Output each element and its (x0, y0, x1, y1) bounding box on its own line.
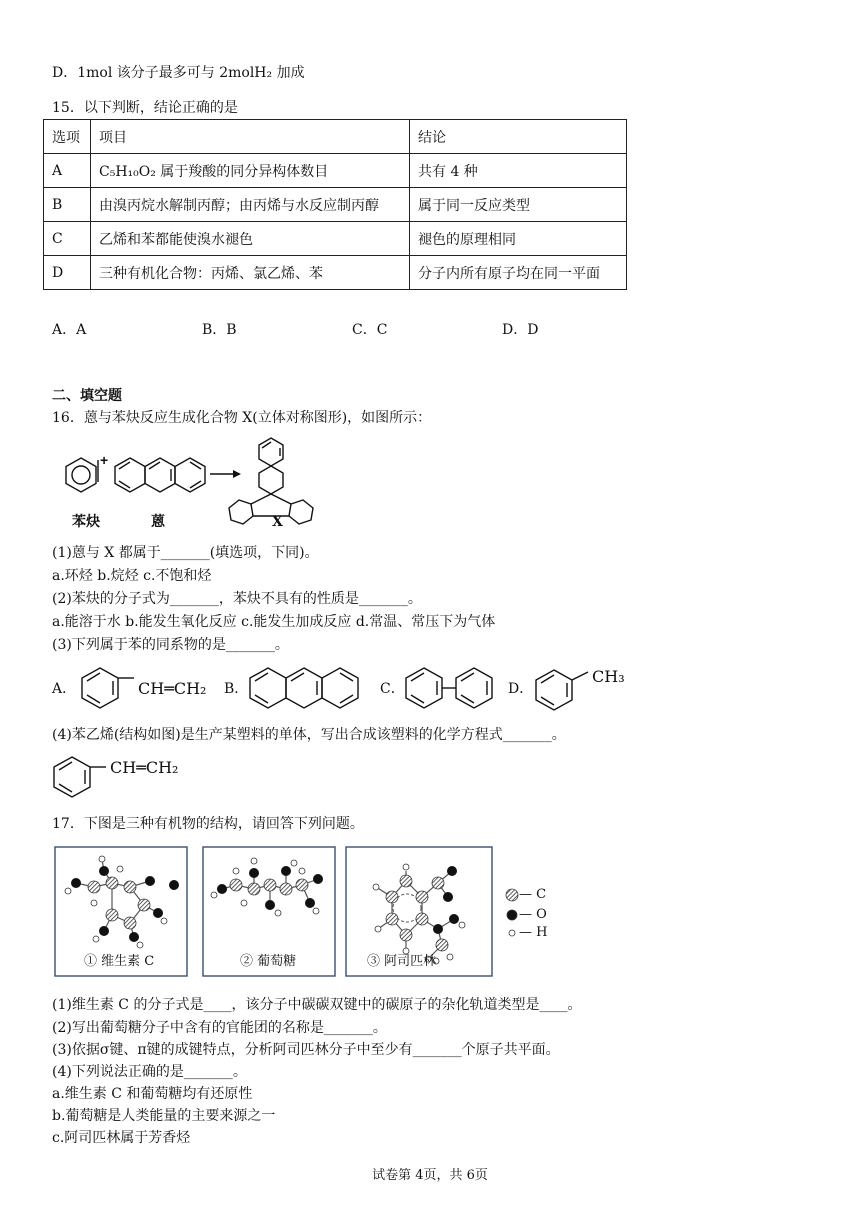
page-footer: 试卷第 4页，共 6页 (372, 1168, 488, 1183)
q17-line-7: c.阿司匹林属于芳香烃 (52, 1130, 191, 1146)
q16-line-4: a.能溶于水 b.能发生氧化反应 c.能发生加成反应 d.常温、常压下为气体 (52, 614, 496, 630)
q15-option-a: A．A (52, 322, 87, 338)
styrene-formula: CH═CH₂ (110, 758, 179, 777)
q17-line-5: a.维生素 C 和葡萄糖均有还原性 (52, 1086, 253, 1102)
table-cell: C (44, 222, 91, 256)
q14-option-d: D．1mol 该分子最多可与 2molH₂ 加成 (52, 65, 305, 81)
q16-line-1: (1)蒽与 X 都属于_______(填选项，下同)。 (52, 545, 319, 561)
table-cell: D (44, 256, 91, 290)
q17-line-4: (4)下列说法正确的是_______。 (52, 1064, 247, 1080)
legend-hydrogen: — H (519, 925, 548, 940)
choice-d-methyl: CH₃ (592, 667, 625, 686)
table-cell: A (44, 154, 91, 188)
choice-a-label: A． (52, 681, 77, 697)
q16-line-6: (4)苯乙烯(结构如图)是生产某塑料的单体，写出合成该塑料的化学方程式_______。 (52, 727, 566, 743)
q17-line-6: b.葡萄糖是人类能量的主要来源之一 (52, 1108, 276, 1124)
label-benzyne: 苯炔 (72, 514, 100, 530)
styrene-structure (48, 753, 108, 801)
styrene-structure-a (76, 664, 136, 712)
biphenyl-structure-c (400, 664, 500, 712)
label-x: X (272, 514, 283, 530)
table-header-cell: 项目 (91, 120, 410, 154)
table-row (44, 154, 627, 188)
table-cell: 乙烯和苯都能使溴水褪色 (91, 222, 410, 256)
table-row (44, 222, 627, 256)
table-header-row (44, 120, 627, 154)
table-cell: 分子内所有原子均在同一平面 (410, 256, 627, 290)
choice-d-label: D． (508, 681, 534, 697)
q17-line-3: (3)依据σ键、π键的成键特点，分析阿司匹林分子中至少有_______个原子共平面。 (52, 1042, 560, 1058)
choice-c-label: C． (380, 681, 405, 697)
q17-line-1: (1)维生素 C 的分子式是____，该分子中碳碳双键中的碳原子的杂化轨道类型是____。 (52, 997, 582, 1013)
label-anthracene: 蒽 (151, 514, 165, 530)
q15-question: 15．以下判断，结论正确的是 (52, 100, 238, 116)
table-cell: C₅H₁₀O₂ 属于羧酸的同分异构体数目 (91, 154, 410, 188)
table-cell: 三种有机化合物：丙烯、氯乙烯、苯 (91, 256, 410, 290)
q16-line-5: (3)下列属于苯的同系物的是_______。 (52, 637, 289, 653)
anthracene-structure-b (246, 664, 376, 712)
q16-question: 16．蒽与苯炔反应生成化合物 X(立体对称图形)，如图所示： (52, 410, 432, 426)
q15-option-c: C．C (352, 322, 388, 338)
panel-label-aspirin: ③ 阿司匹林 (367, 954, 437, 969)
section-title: 二、填空题 (52, 388, 122, 404)
table-row (44, 188, 627, 222)
toluene-structure-d (528, 664, 590, 714)
legend-oxygen: — O (519, 907, 547, 922)
q15-option-b: B．B (202, 322, 237, 338)
table-cell: 由溴丙烷水解制丙醇；由丙烯与水反应制丙醇 (91, 188, 410, 222)
choice-b-label: B． (224, 681, 249, 697)
q16-line-2: a.环烃 b.烷烃 c.不饱和烃 (52, 568, 212, 584)
table-header-cell: 结论 (410, 120, 627, 154)
q15-table (43, 119, 627, 290)
panel-label-vitamin-c: ① 维生素 C (84, 954, 155, 969)
plus-sign: + (100, 452, 109, 468)
panel-label-glucose: ② 葡萄糖 (240, 954, 297, 969)
table-cell: B (44, 188, 91, 222)
q17-question: 17．下图是三种有机物的结构，请回答下列问题。 (52, 816, 364, 832)
q17-line-2: (2)写出葡萄糖分子中含有的官能团的名称是_______。 (52, 1020, 387, 1036)
table-cell: 褪色的原理相同 (410, 222, 627, 256)
table-header-cell: 选项 (44, 120, 91, 154)
table-row (44, 256, 627, 290)
choice-a-formula: CH═CH₂ (138, 679, 207, 698)
q16-line-3: (2)苯炔的分子式为_______，苯炔不具有的性质是_______。 (52, 591, 422, 607)
legend-carbon: — C (519, 887, 547, 902)
table-cell: 共有 4 种 (410, 154, 627, 188)
q15-option-d: D．D (502, 322, 539, 338)
table-cell: 属于同一反应类型 (410, 188, 627, 222)
